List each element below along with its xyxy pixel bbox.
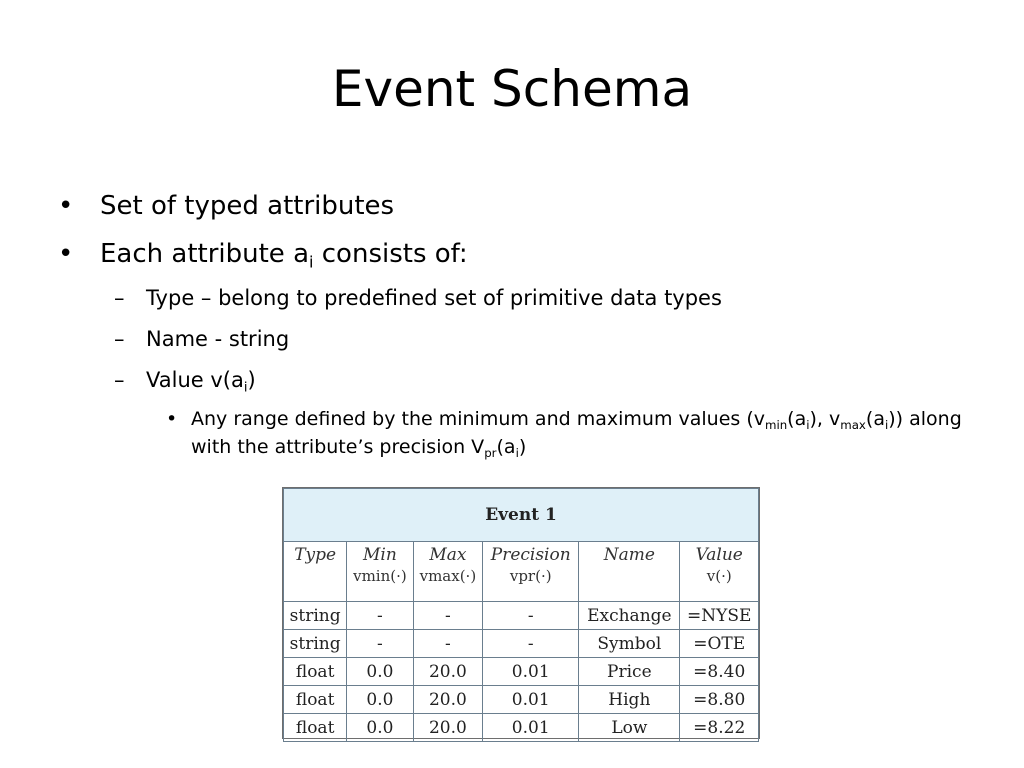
- dash-marker: –: [114, 286, 125, 310]
- subbullet-text-tail: ): [247, 368, 256, 392]
- cell-max: -: [413, 630, 483, 658]
- small-bullet-marker: •: [166, 408, 178, 430]
- bullet-text-tail: consists of:: [313, 239, 468, 269]
- bullet-list: [58, 186, 1008, 461]
- cell-min: 0.0: [347, 658, 413, 686]
- bullet-text: Each attribute a: [100, 239, 310, 269]
- subbullet-text: Name - string: [146, 327, 290, 351]
- range-text: (a: [496, 436, 516, 458]
- table-caption: Event 1: [284, 489, 759, 542]
- cell-type: float: [284, 658, 347, 686]
- bullet-marker: •: [58, 191, 74, 221]
- header-symbol: vpr(·): [509, 567, 552, 585]
- cell-min: -: [347, 602, 413, 630]
- cell-max: 20.0: [413, 658, 483, 686]
- range-text: ), v: [809, 408, 841, 430]
- header-label: Type: [294, 545, 337, 565]
- cell-value: =8.22: [680, 714, 759, 742]
- cell-value: =OTE: [680, 630, 759, 658]
- subscript: i: [243, 380, 248, 396]
- header-type: [284, 542, 347, 602]
- header-label: Name: [603, 545, 655, 565]
- subbullet-name: [58, 323, 1008, 355]
- subscript: min: [764, 418, 788, 433]
- subbullet-text: Type – belong to predefined set of primitive data types: [146, 286, 722, 310]
- event-table: [283, 488, 759, 742]
- cell-type: float: [284, 686, 347, 714]
- subscript: max: [840, 418, 866, 433]
- subbullet-value: [58, 364, 1008, 396]
- cell-max: -: [413, 602, 483, 630]
- range-text: (a: [865, 408, 885, 430]
- cell-name: High: [579, 686, 680, 714]
- cell-precision: 0.01: [483, 686, 579, 714]
- cell-type: float: [284, 714, 347, 742]
- cell-max: 20.0: [413, 686, 483, 714]
- cell-name: Symbol: [579, 630, 680, 658]
- cell-name: Exchange: [579, 602, 680, 630]
- header-precision: [483, 542, 579, 602]
- subscript: i: [309, 252, 314, 272]
- table-row: [284, 602, 759, 630]
- subbullet-type: [58, 282, 1008, 314]
- dash-marker: –: [114, 327, 125, 351]
- subscript: i: [806, 418, 810, 433]
- header-label: Max: [429, 545, 467, 565]
- cell-type: string: [284, 630, 347, 658]
- range-text: (a: [787, 408, 807, 430]
- dash-marker: –: [114, 368, 125, 392]
- cell-precision: 0.01: [483, 714, 579, 742]
- cell-name: Low: [579, 714, 680, 742]
- bullet-marker: •: [58, 239, 74, 269]
- bullet-text: Set of typed attributes: [100, 191, 395, 221]
- table-row: [284, 658, 759, 686]
- cell-value: =8.80: [680, 686, 759, 714]
- cell-min: -: [347, 630, 413, 658]
- header-symbol: vmax(·): [419, 567, 477, 585]
- range-text: Any range defined by the minimum and maximum values (v: [191, 408, 765, 430]
- subscript: pr: [484, 446, 497, 461]
- table-header-row: [284, 542, 759, 602]
- table-row: [284, 686, 759, 714]
- header-symbol: vmin(·): [353, 567, 407, 585]
- cell-precision: -: [483, 630, 579, 658]
- subbullet-text: Value v(a: [146, 368, 244, 392]
- cell-min: 0.0: [347, 686, 413, 714]
- table-row: [284, 630, 759, 658]
- subsubbullet-range: [58, 405, 1008, 461]
- bullet-attribute-consists: [58, 234, 1008, 274]
- cell-type: string: [284, 602, 347, 630]
- header-label: Precision: [490, 545, 571, 565]
- subscript: i: [515, 446, 519, 461]
- header-label: Value: [695, 545, 743, 565]
- cell-max: 20.0: [413, 714, 483, 742]
- cell-value: =NYSE: [680, 602, 759, 630]
- subscript: i: [884, 418, 889, 433]
- header-max: [413, 542, 483, 602]
- header-name: [579, 542, 680, 602]
- range-text: ): [518, 436, 527, 458]
- header-label: Min: [363, 545, 397, 565]
- header-min: [347, 542, 413, 602]
- cell-value: =8.40: [680, 658, 759, 686]
- cell-name: Price: [579, 658, 680, 686]
- cell-precision: -: [483, 602, 579, 630]
- event-table-figure: [282, 487, 760, 739]
- slide-title: Event Schema: [331, 60, 693, 118]
- cell-min: 0.0: [347, 714, 413, 742]
- bullet-typed-attributes: [58, 186, 1008, 226]
- header-value: [680, 542, 759, 602]
- range-text: )) along with the attribute’s precision V: [191, 408, 962, 458]
- cell-precision: 0.01: [483, 658, 579, 686]
- table-row: [284, 714, 759, 742]
- header-symbol: v(·): [706, 567, 732, 585]
